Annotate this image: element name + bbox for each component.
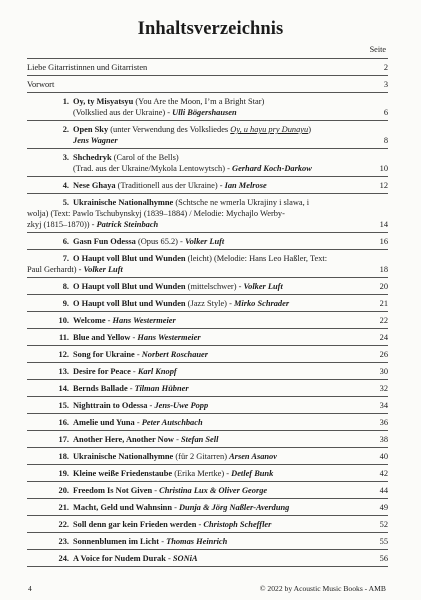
toc-entry-title: Shchedryk	[73, 153, 112, 162]
toc-entry-text	[27, 264, 123, 275]
toc-entry-title: O Haupt voll Blut und Wunden	[73, 299, 186, 308]
page-column-label: Seite	[369, 45, 386, 54]
toc-entry-text	[58, 553, 198, 564]
toc-entry-note: (Trad. aus der Ukraine/Mykola Lentowytsch) -	[73, 164, 233, 173]
toc-entry-line	[73, 163, 388, 174]
toc-entry-title: O Haupt voll Blut und Wunden	[73, 254, 186, 263]
toc-entry-author: Ulli Bögershausen	[172, 108, 237, 117]
toc-entry-note: -	[152, 486, 160, 495]
toc-entry-text	[73, 163, 312, 174]
page-title: Inhaltsverzeichnis	[137, 19, 284, 39]
toc-page-number: 56	[379, 554, 388, 563]
toc-entry	[27, 329, 388, 346]
toc-entry-number: 14.	[58, 384, 69, 393]
toc-entry-line	[58, 349, 388, 360]
toc-entry-author: Christoph Scheffler	[203, 520, 272, 529]
toc-entry-text	[58, 485, 268, 496]
toc-entry-number: 16.	[58, 418, 69, 427]
toc-entry-number: 17.	[58, 435, 69, 444]
toc-entry	[27, 278, 388, 295]
toc-page-number: 44	[379, 486, 388, 495]
toc-entry-line	[62, 281, 388, 292]
toc-row-intro	[27, 76, 388, 93]
toc-row-intro	[27, 59, 388, 76]
toc-entry-title: Amelie und Yuna	[73, 418, 135, 427]
toc-entry-line	[58, 536, 388, 547]
toc-entry-text	[58, 383, 189, 394]
toc-page-number: 16	[379, 237, 388, 246]
toc-entry-author: Detlef Bunk	[231, 469, 274, 478]
toc-entry-number: 5.	[62, 198, 69, 207]
toc-page-number: 32	[379, 384, 388, 393]
toc-entry-title: Kleine weiße Friedenstaube	[73, 469, 173, 478]
toc-entry-line	[58, 434, 388, 445]
toc-entry-note: -	[134, 350, 142, 359]
toc-page-number: 21	[379, 299, 388, 308]
toc-entry-number: 4.	[62, 181, 69, 190]
toc-entry	[27, 465, 388, 482]
toc-entry-author: Hans Westermeier	[112, 316, 176, 325]
toc-entry-author: Jens Wagner	[73, 136, 118, 145]
toc-entry-line	[62, 96, 388, 107]
toc-entry-note: (mittelschwer) -	[185, 282, 244, 291]
toc-entry-note: (unter Verwendung des Volksliedes	[108, 125, 231, 134]
toc-entry-text	[58, 315, 176, 326]
toc-entry-author: Christina Lux & Oliver George	[159, 486, 268, 495]
toc-entry	[27, 431, 388, 448]
toc-entry-number: 1.	[62, 97, 69, 106]
toc-entry-note: (Volkslied aus der Ukraine) -	[73, 108, 173, 117]
toc-entry-note: (für 2 Gitarren)	[173, 452, 230, 461]
toc-page-number: 14	[379, 220, 388, 229]
toc-entry-line	[58, 315, 388, 326]
toc-entry-text	[27, 219, 158, 230]
toc-entry-note: zkyj (1815–1870)) -	[27, 220, 97, 229]
toc-entry-number: 19.	[58, 469, 69, 478]
toc-entry-line	[62, 253, 388, 264]
toc-text: Vorwort	[27, 80, 55, 89]
toc-entry-line	[58, 451, 388, 462]
toc-page-number: 3	[383, 80, 388, 89]
toc-entry-text	[62, 152, 179, 163]
toc-entry-note: (Traditionell aus der Ukraine) -	[115, 181, 225, 190]
toc-entry	[27, 177, 388, 194]
toc-entry-text	[73, 107, 237, 118]
toc-entry	[27, 414, 388, 431]
toc-entry-note: -	[134, 418, 142, 427]
table-of-contents	[27, 58, 388, 567]
toc-entry-note: -	[196, 520, 204, 529]
toc-entry-text	[58, 400, 209, 411]
toc-entry-text	[62, 236, 225, 247]
toc-entry-text	[58, 468, 274, 479]
toc-entry-note: -	[130, 333, 138, 342]
toc-entry-text	[62, 96, 265, 107]
toc-entry-note: -	[159, 537, 167, 546]
toc-page-number: 6	[383, 108, 388, 117]
toc-entry-text	[58, 434, 219, 445]
footer-copyright: © 2022 by Acoustic Music Books - AMB	[259, 584, 386, 593]
toc-entry	[27, 397, 388, 414]
toc-entry-line	[62, 236, 388, 247]
toc-entry-number: 20.	[58, 486, 69, 495]
toc-entry-title: Nighttrain to Odessa	[73, 401, 148, 410]
toc-entry-line	[58, 502, 388, 513]
toc-entry-text	[58, 502, 290, 513]
toc-entry-line	[58, 468, 388, 479]
toc-text: Liebe Gitarristinnen und Gitarristen	[27, 63, 148, 72]
toc-entry-title: Ukrainische Nationalhymne	[73, 452, 174, 461]
toc-page-number: 30	[379, 367, 388, 376]
toc-entry	[27, 516, 388, 533]
toc-page-number: 2	[383, 63, 388, 72]
toc-entry-line	[58, 553, 388, 564]
toc-entry	[27, 448, 388, 465]
toc-entry-line	[58, 519, 388, 530]
toc-entry-title: Desire for Peace	[73, 367, 131, 376]
toc-entry	[27, 550, 388, 567]
toc-entry-note: )	[308, 125, 311, 134]
toc-entry-note: (Carol of the Bells)	[111, 153, 179, 162]
toc-entry-note: -	[172, 503, 179, 512]
toc-entry-text	[62, 253, 328, 264]
toc-page-number: 38	[379, 435, 388, 444]
toc-page-number: 10	[379, 164, 388, 173]
toc-entry-note: (Jazz Style) -	[185, 299, 234, 308]
toc-entry-title: Welcome	[73, 316, 106, 325]
toc-entry-number: 8.	[62, 282, 69, 291]
toc-entry-title: O Haupt voll Blut und Wunden	[73, 282, 186, 291]
toc-entry-number: 2.	[62, 125, 69, 134]
toc-entry-text	[58, 332, 201, 343]
toc-entry-author: Stefan Sell	[180, 435, 219, 444]
toc-page-number: 26	[379, 350, 388, 359]
toc-entry-text	[62, 124, 311, 135]
toc-entry-line	[27, 264, 388, 275]
toc-entry-line	[62, 124, 388, 135]
toc-entry-author: Volker Luft	[243, 282, 283, 291]
toc-entry-note: (Schtsche ne wmerla Ukrajiny i slawa, i	[173, 198, 310, 207]
toc-entry-note: (Erika Mertke) -	[172, 469, 232, 478]
toc-entry-line	[58, 485, 388, 496]
toc-entry-note: (You Are the Moon, I’m a Bright Star)	[133, 97, 265, 106]
toc-entry-number: 21.	[58, 503, 69, 512]
toc-entry-line	[58, 417, 388, 428]
toc-entry-number: 11.	[58, 333, 69, 342]
toc-entry-title: Ukrainische Nationalhymne	[73, 198, 174, 207]
toc-entry-title: Freedom Is Not Given	[73, 486, 153, 495]
toc-entry-number: 9.	[62, 299, 69, 308]
toc-entry-number: 3.	[62, 153, 69, 162]
toc-page-number: 22	[379, 316, 388, 325]
toc-entry-author: Arsen Asanov	[229, 452, 277, 461]
toc-entry-author: SONiA	[172, 554, 198, 563]
footer-page-number: 4	[28, 584, 32, 593]
toc-entry	[27, 312, 388, 329]
toc-entry-number: 7.	[62, 254, 69, 263]
toc-entry-number: 12.	[58, 350, 69, 359]
toc-entry	[27, 250, 388, 278]
toc-entry-title: Soll denn gar kein Frieden werden	[73, 520, 197, 529]
toc-page-number: 42	[379, 469, 388, 478]
toc-entry-title: Sonnenblumen im Licht	[73, 537, 160, 546]
toc-entry-line	[58, 400, 388, 411]
toc-entry-title: Bernds Ballade	[73, 384, 128, 393]
toc-entry-number: 10.	[58, 316, 69, 325]
toc-entry-line	[27, 208, 388, 219]
toc-entry-text	[27, 208, 285, 219]
toc-entry-text	[58, 451, 277, 462]
toc-entry-line	[58, 366, 388, 377]
toc-entry-title: Nese Ghaya	[73, 181, 116, 190]
toc-entry	[27, 380, 388, 397]
toc-entry-note: -	[173, 435, 181, 444]
toc-page-number: 20	[379, 282, 388, 291]
toc-entry-note: -	[127, 384, 135, 393]
toc-entry-text	[58, 417, 203, 428]
toc-entry	[27, 499, 388, 516]
toc-entry-author: Hans Westermeier	[137, 333, 201, 342]
toc-entry-author: Tilman Hübner	[134, 384, 189, 393]
toc-entries	[27, 93, 388, 567]
toc-entry-number: 22.	[58, 520, 69, 529]
toc-page-number: 40	[379, 452, 388, 461]
toc-page-number: 8	[383, 136, 388, 145]
toc-entry-line	[27, 219, 388, 230]
toc-entry-author: Karl Knopf	[137, 367, 177, 376]
toc-entry-title: Song for Ukraine	[73, 350, 135, 359]
toc-page-number: 49	[379, 503, 388, 512]
toc-entry-author: Gerhard Koch-Darkow	[232, 164, 312, 173]
toc-entry-number: 6.	[62, 237, 69, 246]
toc-entry-line	[62, 152, 388, 163]
toc-entry-number: 24.	[58, 554, 69, 563]
toc-entry-number: 13.	[58, 367, 69, 376]
toc-page-number: 18	[379, 265, 388, 274]
toc-entry-author: Ian Melrose	[224, 181, 267, 190]
toc-entry-author: Peter Autschbach	[141, 418, 203, 427]
toc-entry-note: -	[147, 401, 155, 410]
toc-entry	[27, 482, 388, 499]
toc-entry-number: 15.	[58, 401, 69, 410]
toc-entry-text	[58, 366, 177, 377]
toc-entry-author: Jens-Uwe Popp	[154, 401, 209, 410]
toc-page-number: 24	[379, 333, 388, 342]
toc-entry-author: Patrick Steinbach	[96, 220, 159, 229]
toc-entry-author: Volker Luft	[184, 237, 225, 246]
toc-entry-line	[73, 107, 388, 118]
toc-entry-text	[73, 135, 118, 146]
toc-entry	[27, 233, 388, 250]
toc-entry-line	[62, 298, 388, 309]
toc-entry-author: Thomas Heinrich	[166, 537, 228, 546]
toc-entry	[27, 363, 388, 380]
toc-entry-note: -	[105, 316, 113, 325]
toc-entry-title: Open Sky	[73, 125, 109, 134]
toc-entry-number: 18.	[58, 452, 69, 461]
toc-entry-line	[62, 197, 388, 208]
toc-entry-line	[73, 135, 388, 146]
toc-entry-author: Dunja & Jörg Naßler-Averdung	[178, 503, 290, 512]
toc-entry-text	[58, 349, 209, 360]
toc-entry-author: Volker Luft	[83, 265, 123, 274]
toc-entry-note: -	[130, 367, 138, 376]
toc-entry	[27, 194, 388, 233]
toc-entry-title: A Voice for Nudem Durak	[73, 554, 166, 563]
toc-entry-song-reference: Oy, u hayu pry Dunayu	[230, 125, 309, 134]
toc-entry-title: Another Here, Another Now	[73, 435, 174, 444]
toc-entry-author: Norbert Roschauer	[141, 350, 209, 359]
toc-entry	[27, 346, 388, 363]
toc-entry	[27, 93, 388, 121]
toc-entry-line	[58, 383, 388, 394]
toc-entry-text	[62, 298, 290, 309]
toc-entry-title: Macht, Geld und Wahnsinn	[73, 503, 172, 512]
toc-entry-note: Paul Gerhardt) -	[27, 265, 84, 274]
toc-entry-text	[62, 180, 267, 191]
toc-page-number: 12	[379, 181, 388, 190]
toc-entry-title: Gasn Fun Odessa	[73, 237, 136, 246]
toc-page-number: 36	[379, 418, 388, 427]
toc-entry	[27, 121, 388, 149]
toc-entry	[27, 149, 388, 177]
toc-entry-text	[58, 519, 272, 530]
toc-page-number: 55	[379, 537, 388, 546]
toc-entry-note: (Opus 65.2) -	[135, 237, 185, 246]
toc-entry	[27, 295, 388, 312]
toc-entry-author: Mirko Schrader	[233, 299, 290, 308]
toc-entry-note: (leicht) (Melodie: Hans Leo Haßler, Text:	[185, 254, 328, 263]
toc-entry-title: Blue and Yellow	[73, 333, 131, 342]
toc-entry-line	[62, 180, 388, 191]
toc-page-number: 34	[379, 401, 388, 410]
toc-entry-note: wolja) (Text: Pawlo Tschubynskyj (1839–1884) / Melodie: Mychajlo Werby-	[27, 209, 285, 218]
toc-entry-number: 23.	[58, 537, 69, 546]
toc-entry-text	[62, 281, 283, 292]
toc-entry-line	[58, 332, 388, 343]
toc-entry-title: Oy, ty Misyatsyu	[73, 97, 134, 106]
toc-entry-text	[58, 536, 228, 547]
toc-entry	[27, 533, 388, 550]
toc-entry-note: -	[165, 554, 173, 563]
toc-page-number: 52	[379, 520, 388, 529]
toc-entry-text	[62, 197, 310, 208]
